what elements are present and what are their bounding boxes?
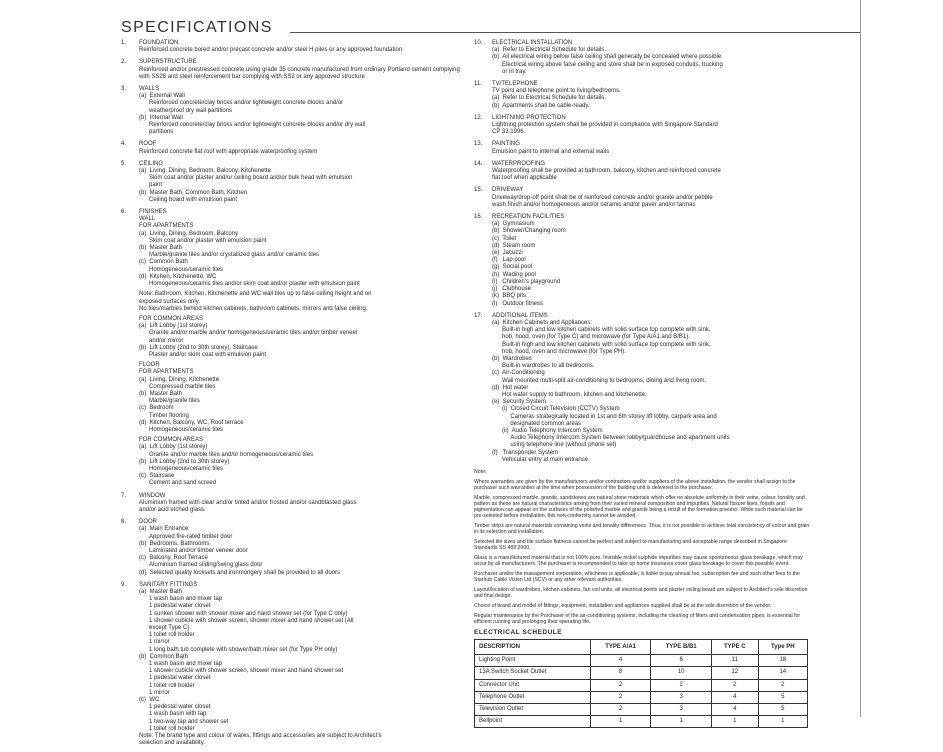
table-cell: 13A Switch Socket Outlet [475, 667, 591, 679]
spec-section [474, 81, 810, 110]
spec-section [121, 582, 461, 748]
section-line: Built-in high and low kitchen cabinets with solid surface top complete with sink, [492, 327, 711, 334]
spec-section [474, 187, 810, 209]
spec-section [474, 161, 810, 183]
section-line: 1 mirror [139, 689, 170, 696]
section-line: (b) Master Bath, Common Bath, Kitchen [139, 189, 248, 196]
section-line: (d) Kitchen, Kitchenette, WC [139, 273, 217, 280]
section-line: FOR COMMON AREAS [139, 315, 204, 322]
table-cell: 18 [758, 655, 807, 667]
section-number: 12. [474, 114, 483, 121]
section-heading: DRIVEWAY [492, 187, 524, 194]
table-cell: 6 [651, 655, 712, 667]
section-line: (b) Common Bath [139, 653, 189, 660]
schedule-title: ELECTRICAL SCHEDULE [474, 628, 563, 636]
section-line: Aluminium framed with clear and/or tinted and/or frosted and/or sandblasted glass [139, 499, 357, 506]
section-line: Compressed marble tiles [139, 383, 216, 390]
section-line: (a) Refer to Electrical Schedule for details. [492, 47, 607, 54]
table-cell: 4 [712, 703, 759, 715]
section-heading: ELECTRICAL INSTALLATION [492, 40, 573, 46]
section-line: (e) Jacuzzi [492, 250, 523, 257]
section-line: (j) Clubhouse [492, 286, 532, 293]
section-line: FOR APARTMENTS [139, 369, 194, 376]
section-number: 13. [474, 141, 483, 148]
section-line: No tiles/marbles behind kitchen cabinets, bathroom cabinets, mirrors and false ceiling. [139, 305, 368, 312]
section-line: (b) Master Bath [139, 390, 183, 397]
section-line: (c) WC [139, 697, 160, 704]
section-line: 1 pedestal water closet [139, 675, 211, 682]
column-header: DESCRIPTION [475, 640, 591, 655]
section-line: (a) Living, Dining, Kitchenette [139, 376, 220, 383]
section-line: Built-in wardrobes to all bedrooms. [492, 363, 595, 370]
section-line: Reinforced concrete/clay bricks and/or lightweight concrete blocks and/or [139, 100, 344, 107]
section-line: Note: Bathroom, Kitchen, Kitchenette and WC wall tiles up to false ceiling height and on [139, 291, 372, 298]
section-line: except Type C) [139, 625, 190, 632]
section-line: Waterproofing shall be provided at bathroom, balcony, kitchen and reinforced concrete [492, 168, 721, 175]
section-number: 2. [121, 59, 127, 66]
note-paragraph: Note: [474, 468, 487, 475]
spec-section [474, 115, 810, 137]
section-line: (b) Apartments shall be cable-ready. [492, 102, 590, 109]
table-cell: 2 [590, 703, 650, 715]
section-line: hob, hood, oven and microwave (for Type PH). [492, 348, 626, 355]
section-line: Reinforced concrete flat roof with appropriate waterproofing system [139, 148, 318, 155]
section-heading: CEILING [139, 160, 164, 167]
note-paragraph: Glass is a manufactured material that is not 100% pure. Invisible nickel sulphide impurities may cause spontaneous glass breakage, which may occur by all manufacturers. The purchaser is recommended to take up home insurance cover glass breakage to cover this possible event. [474, 554, 803, 567]
table-cell: Television Outlet [475, 703, 591, 715]
page-edge-line [860, 0, 861, 717]
section-line: paint [139, 182, 163, 189]
section-number: 17. [474, 312, 483, 319]
section-line: (a) Lift Lobby (1st storey) [139, 444, 208, 451]
section-line: using telephone line (without phone set) [492, 442, 617, 449]
note-paragraph: Marble, compressed marble, granite, sandstones are natural stone materials which offer no absolute uniformity in their veins, colour, tonality and pattern as these are natural characteristics arising from their varied mineral composition and impurities. Natural fissure lines, fossils and pigmentation can appear on the surfaces of the polished marble and granite being a result of the formation process. While such material can be pre-selected before installation, this non-conformity cannot be avoided. [474, 494, 805, 519]
note-paragraph: Choice of brand and model of fittings, equipment, installation and appliances supplied shall be at the sole discretion of the vendor. [474, 602, 772, 609]
table-row [475, 679, 808, 691]
section-line: (i) Closed Circuit Television (CCTV) System [492, 406, 620, 413]
section-line: (a) Refer to Electrical Schedule for details. [492, 95, 607, 102]
section-line: (c) Common Bath [139, 259, 188, 266]
spec-section [121, 141, 461, 155]
spec-section [474, 40, 810, 76]
section-line: Driveway/drop-off point shall be of reinforced concrete and/or granite and/or pebble [492, 194, 713, 201]
section-line: FLOOR [139, 362, 160, 369]
section-line: (a) Living, Dining, Bedroom, Balcony, Kitchenette [139, 168, 271, 175]
table-cell: Lighting Point [475, 655, 591, 667]
column-header: TYPE B/B1 [651, 640, 712, 655]
section-line: Timber flooring [139, 412, 189, 419]
section-heading: LIGHTNING PROTECTION [492, 114, 566, 121]
section-line: 1 pedestal water closet [139, 603, 211, 610]
table-cell: 5 [758, 703, 807, 715]
section-line: 1 shower cubicle with shower screen, shower mixer and hand shower set (All [139, 617, 354, 624]
section-line: (b) Bedrooms, Bathrooms [139, 540, 210, 547]
electrical-schedule-table [474, 639, 808, 728]
section-line: (b) Master Bath [139, 245, 183, 252]
section-line: Laminated and/or timber veneer door [139, 548, 248, 554]
section-line: Emulsion paint to internal and external walls [492, 148, 610, 155]
section-line: (f) Lap pool [492, 257, 526, 264]
section-number: 8. [121, 519, 127, 526]
section-line: Skim coat and/or plaster with emulsion paint [139, 237, 267, 244]
table-cell: 2 [758, 679, 807, 691]
section-line: Note: The brand type and colour of wares, fittings and accessories are subject to Architect's [139, 733, 382, 740]
section-line: wash finish and/or homogeneous and/or ceramic and/or paver and/or tarmac [492, 201, 696, 208]
section-line: (b) Lift Lobby (2nd to 30th storey), Staircase [139, 344, 258, 351]
section-line: (a) Kitchen Cabinets and Appliances: [492, 319, 593, 326]
note-paragraph: Timber strips are natural materials containing veins and tonality differences. Thus, it is not possible to achieve total consistency of colour and grain in its selection and installation. [474, 522, 810, 535]
column-header: TYPE C [712, 640, 759, 655]
section-line: and/or acid etched glass. [139, 506, 206, 513]
spec-section [121, 209, 461, 488]
section-line: 1 wash basin with tap [139, 711, 207, 718]
section-line: (a) Living, Dining, Bedroom, Balcony [139, 230, 239, 237]
section-line: Reinforced concrete bored and/or precast concrete and/or steel H piles or any approved foundation [139, 47, 403, 54]
section-line: (i) Children's playground [492, 278, 561, 285]
section-number: 15. [474, 187, 483, 194]
spec-section [121, 493, 461, 515]
section-line: (b) Internal Wall [139, 114, 183, 121]
section-line: (a) Gymnasium [492, 221, 535, 228]
spec-section [121, 519, 461, 577]
section-line: 1 wash basin and mixer tap [139, 661, 223, 668]
table-header-row [475, 640, 808, 655]
spec-section [121, 40, 461, 54]
section-heading: SANITARY FITTINGS [139, 581, 198, 588]
section-number: 4. [121, 141, 127, 148]
table-cell: 10 [651, 667, 712, 679]
section-line: (d) Steam room [492, 242, 536, 249]
section-number: 7. [121, 492, 127, 499]
table-cell: 2 [651, 679, 712, 691]
spec-section [474, 313, 810, 464]
section-line: (b) All electrical wiring below false ceiling shall generally be concealed where possible. [492, 54, 723, 61]
section-line: Reinforced concrete/clay bricks and/or lightweight concrete blocks and/or dry wall [139, 122, 366, 129]
note-paragraph: Regular maintenance by the Purchaser of the air-conditioning systems, including the cleaning of filters and condensation pipes, is essential for efficient running and prolonging their operating life. [474, 612, 801, 625]
section-heading: SUPERSTRUCTURE [139, 59, 197, 66]
section-line: FOR APARTMENTS [139, 223, 194, 230]
section-line: flat roof when applicable [492, 175, 557, 182]
column-header: TYPE A/A1 [590, 640, 650, 655]
section-line: 1 two-way tap and shower set [139, 718, 229, 725]
spec-section [121, 86, 461, 136]
section-heading: WALLS [139, 86, 160, 93]
section-heading: ROOF [139, 141, 157, 148]
right-sections [474, 40, 810, 464]
section-number: 14. [474, 160, 483, 167]
note-paragraph: Selected tile sizes and tile surface flatness cannot be perfect and subject to manufacturing and acceptable range described in Singapore Standards SS 483:2000. [474, 538, 787, 551]
section-line: 1 sunken shower with shower mixer and hand shower set (for Type C only) [139, 610, 348, 617]
section-line: (d) Selected quality locksets and ironmongery shall be provided to all doors [139, 569, 341, 576]
note-paragraph: Purchaser and/or the management corporation, whichever is applicable, is liable to pay annual fee, subscription fee and such other fees to the Starhub Cable Vision Ltd (SCV) or any other relevant authorities. [474, 570, 800, 583]
section-line: Hot water supply to bathroom, kitchen and kitchenette. [492, 391, 647, 398]
section-line: (b) Wardrobes [492, 355, 532, 362]
table-cell: Bellpoint [475, 716, 591, 728]
section-line: exposed surfaces only. [139, 298, 200, 305]
title-rule [290, 32, 860, 33]
section-line: (c) Balcony, Roof Terrace [139, 555, 208, 562]
section-line: and/or mirror [139, 337, 184, 344]
section-line: Granite and/or marble and/or homogeneous/ceramic tiles and/or timber veneer [139, 330, 358, 337]
section-heading: DOOR [139, 519, 157, 526]
section-line: 1 toilet roll holder [139, 725, 195, 732]
section-line: TV point and telephone point to living/bedrooms. [492, 88, 621, 95]
section-number: 5. [121, 160, 127, 167]
section-line: (h) Wading pool [492, 271, 536, 278]
table-cell: 8 [590, 667, 650, 679]
section-line: (c) Bedroom [139, 405, 174, 412]
section-number: 9. [121, 581, 127, 588]
table-cell: 3 [651, 703, 712, 715]
section-line: Homogeneous/ceramic tiles and/or skim coat and/or plaster with emulsion paint [139, 281, 360, 288]
section-line: Skim coat and/or plaster and/or ceiling board and/or bulk head with emulsion [139, 175, 353, 182]
section-line: weatherproof dry wall partitions [139, 107, 233, 114]
section-heading: FINISHES [139, 209, 167, 216]
section-line: (a) Master Bath [139, 589, 183, 596]
note-paragraph: Where warranties are given by the manufacturers and/or contractors and/or suppliers of the above installation, the vendor shall assign to the purchaser such warranties at the time when possession of the building unit is delivered to the purchaser. [474, 478, 796, 491]
section-line: (f) Transponder System [492, 449, 559, 456]
section-line: Homogeneous/ceramic tiles [139, 426, 224, 433]
section-line: (e) Security System [492, 399, 547, 406]
table-cell: 5 [758, 691, 807, 703]
table-cell: 1 [712, 716, 759, 728]
section-line: Approved fire-rated timber door [139, 533, 233, 540]
section-line: designated common areas [492, 420, 582, 427]
section-heading: WINDOW [139, 492, 166, 499]
section-line: Plaster and/or skim coat with emulsion paint [139, 351, 267, 358]
section-line: Built-in high and low kitchen cabinets with solid surface top complete with sink, [492, 341, 711, 348]
section-number: 6. [121, 209, 127, 216]
section-line: (d) Kitchen, Balcony, WC, Roof terrace [139, 419, 244, 426]
section-line: Audio Telephony Intercom System between lobby/guardhouse and apartment units [492, 435, 730, 442]
section-line: Homogeneous/ceramic tiles [139, 465, 224, 472]
section-line: 1 pedestal water closet [139, 704, 211, 711]
section-line: Lightning protection system shall be provided in compliance with Singapore Standard [492, 122, 718, 129]
table-cell: 1 [651, 716, 712, 728]
column-header: Type PH [758, 640, 807, 655]
section-line: Aluminium framed sliding/swing glass door [139, 562, 263, 569]
section-heading: RECREATION FACILITIES [492, 214, 565, 221]
section-line: (a) Main Entrance [139, 526, 189, 533]
section-heading: ADDITIONAL ITEMS [492, 312, 548, 319]
section-line: Wall mounted multi-split air-conditioning to bedrooms, dining and living room. [492, 377, 707, 384]
section-number: 16. [474, 214, 483, 221]
section-line: (b) Lift Lobby (2nd to 30th storey) [139, 458, 230, 465]
table-cell: 14 [758, 667, 807, 679]
section-heading: FOUNDATION [139, 40, 179, 46]
section-line: Marble/granite tiles [139, 398, 200, 405]
table-row [475, 691, 808, 703]
table-cell: 1 [758, 716, 807, 728]
section-line: CP 33:1996. [492, 129, 526, 136]
section-number: 1. [121, 40, 127, 46]
section-line: (c) Staircase [139, 473, 175, 480]
table-cell: 2 [712, 679, 759, 691]
section-line: 1 long bath tub complete with shower/bath mixer set (for Type PH only) [139, 646, 338, 653]
section-line: (l) Outdoor fitness [492, 300, 544, 307]
section-line: (ii) Audio Telephony Intercom System [492, 427, 603, 434]
section-line: or in tray. [492, 68, 527, 75]
section-line: (g) Social pool [492, 264, 533, 271]
section-line: Vehicular entry at main entrance [492, 456, 589, 463]
section-heading: PAINTING [492, 141, 520, 148]
section-line: (a) External Wall [139, 93, 185, 100]
section-line: (d) Hot water [492, 384, 529, 391]
section-line: 1 shower cubicle with shower screen, shower mixer and hand shower set [139, 668, 344, 675]
table-cell: 12 [712, 667, 759, 679]
table-cell: 4 [590, 655, 650, 667]
spec-section [474, 141, 810, 155]
section-line: Cameras strategically located in 1st and 6th storey lift lobby, carpark area and [492, 413, 717, 420]
section-line: Marble/granite tiles and/or crystallized glass and/or ceramic tiles [139, 252, 320, 259]
table-cell: Connector Unit [475, 679, 591, 691]
section-line: partitions [139, 129, 174, 136]
right-column [474, 40, 810, 728]
section-line: (c) Toilet [492, 235, 517, 242]
table-cell: 4 [712, 691, 759, 703]
left-column [121, 40, 461, 752]
section-line: Ceiling board with emulsion paint [139, 196, 238, 203]
table-row [475, 703, 808, 715]
section-line: 1 wash basin and mixer tap [139, 596, 223, 603]
section-heading: TV/TELEPHONE [492, 81, 538, 88]
table-cell: 3 [651, 691, 712, 703]
section-number: 11. [474, 81, 482, 88]
page-title: SPECIFICATIONS [121, 19, 273, 36]
table-row [475, 655, 808, 667]
section-line: Granite and/or marble tiles and/or homogeneous/ceramic tiles [139, 451, 314, 458]
section-line: Cement and sand screed [139, 480, 217, 487]
section-line: Electrical wiring above false ceiling and store shall be in exposed conduits, trucking [492, 61, 723, 68]
section-line: Reinforced and/or prestressed concrete using grade 35 concrete manufactured from ordinary Portland cement complying with SS26 and steel reinforcement bar complying with SS2 or any approved structure [139, 66, 462, 80]
section-line: WALL [139, 216, 156, 223]
table-cell: 2 [590, 679, 650, 691]
table-cell: 1 [590, 716, 650, 728]
table-cell: 11 [712, 655, 759, 667]
table-row [475, 716, 808, 728]
notes [474, 469, 810, 625]
section-heading: WATERPROOFING [492, 160, 545, 167]
section-line: 1 toilet roll holder [139, 682, 195, 689]
section-line: (k) BBQ pits [492, 293, 527, 300]
section-number: 10. [474, 40, 483, 46]
section-number: 3. [121, 86, 127, 93]
section-line: FOR COMMON AREAS [139, 437, 204, 444]
table-cell: Telephone Outlet [475, 691, 591, 703]
section-line: 1 mirror [139, 639, 170, 646]
section-line: 1 toilet roll holder [139, 632, 195, 639]
spec-section [474, 214, 810, 308]
table-row [475, 667, 808, 679]
section-line: hob, hood, oven (for Type C) and microwave (for Type A/A1 and B/B1). [492, 334, 690, 341]
note-paragraph: Layout/location of wardrobes, kitchen cabinets, fan coil units, all electrical points and plaster ceiling board are subject to Architect's sole discretion and final design. [474, 586, 808, 599]
section-line: (b) Shower/Changing room [492, 228, 566, 235]
section-line: (a) Lift Lobby (1st storey) [139, 323, 208, 330]
section-line: Homogeneous/ceramic tiles [139, 266, 224, 273]
table-cell: 2 [590, 691, 650, 703]
spec-section [121, 161, 461, 204]
spec-section [121, 59, 461, 81]
section-line: selection and availability. [139, 740, 205, 747]
section-line: (c) Air-Conditioning [492, 370, 545, 377]
